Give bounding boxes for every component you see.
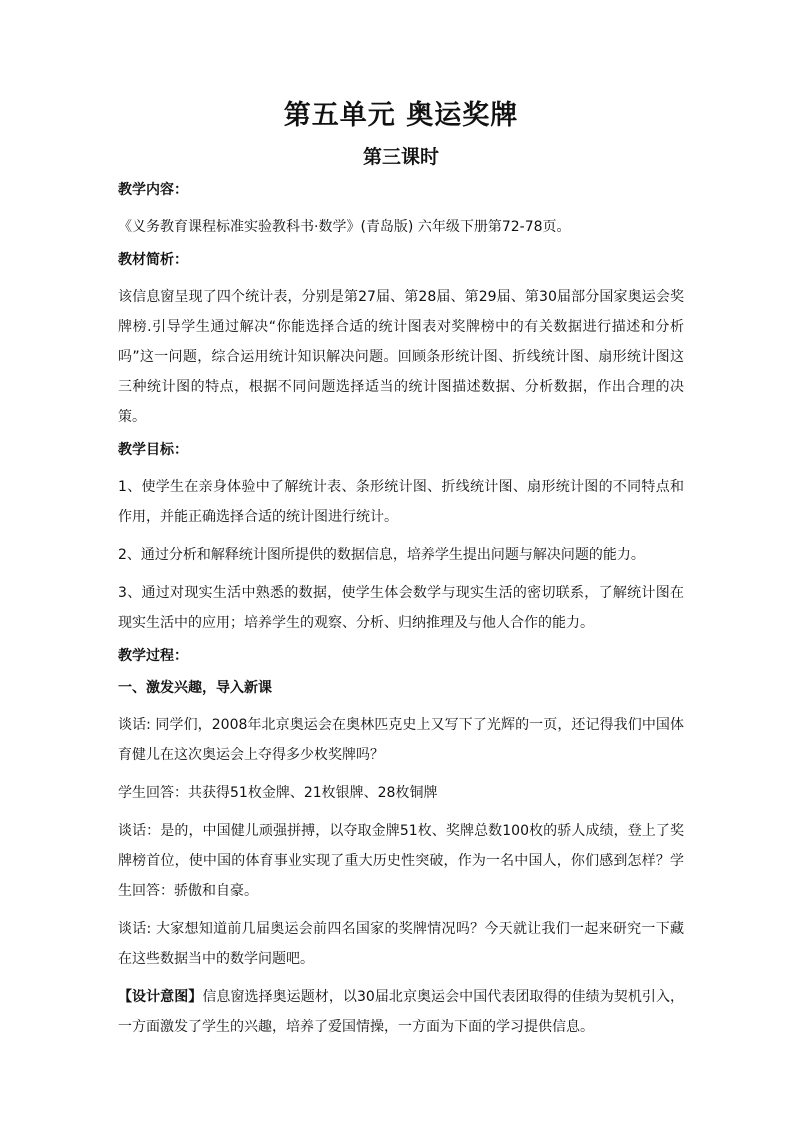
teaching-goals-heading: 教学目标：: [118, 442, 188, 458]
design-intent-label: 【设计意图】: [118, 989, 203, 1005]
design-intent-text: 信息窗选择奥运题材，以30届北京奥运会中国代表团取得的佳绩为契机引入，一方面激发了学生的兴趣，培养了爱国情操，一方面为下面的学习提供信息。: [118, 989, 685, 1035]
document-body: [118, 96, 684, 1042]
material-analysis-text: 该信息窗呈现了四个统计表，分别是第27届、第28届、第29届、第30届部分国家奥运会奖牌榜.引导学生通过解决“你能选择合适的统计图表对奖牌榜中的有关数据进行描述和分析吗”这一问题，综合运用统计知识解决问题。回顾条形统计图、折线统计图、扇形统计图这三种统计图的特点，根据不同问题选择适当的统计图描述数据、分析数据，作出合理的决策。: [118, 289, 684, 425]
teaching-goal-item: 3、通过对现实生活中熟悉的数据，使学生体会数学与现实生活的密切联系，了解统计图在现实生活中的应用；培养学生的观察、分析、归纳推理及与他人合作的能力。: [118, 585, 684, 631]
teaching-process-heading: 教学过程：: [118, 648, 188, 664]
teaching-goal-item: 1、使学生在亲身体验中了解统计表、条形统计图、折线统计图、扇形统计图的不同特点和作用，并能正确选择合适的统计图进行统计。: [118, 479, 684, 525]
student-answer: 学生回答：共获得51枚金牌、21枚银牌、28枚铜牌: [118, 785, 438, 801]
step-one-heading: 一、激发兴趣，导入新课: [118, 680, 272, 696]
document-subtitle: 第三课时: [362, 146, 439, 168]
dialog-paragraph: 谈话：是的，中国健儿顽强拼搏，以夺取金牌51枚、奖牌总数100枚的骄人成绩，登上了奖牌榜首位，使中国的体育事业实现了重大历史性突破，作为一名中国人，你们感到怎样？学生回答：骄傲和自豪。: [118, 823, 684, 899]
dialog-paragraph: 谈话: 大家想知道前几届奥运会前四名国家的奖牌情况吗？今天就让我们一起来研究一下藏在这些数据当中的数学问题吧。: [118, 921, 684, 967]
teaching-content-heading: 教学内容：: [118, 182, 188, 198]
dialog-paragraph: 谈话: 同学们，2008年北京奥运会在奥林匹克史上又写下了光辉的一页，还记得我们中国体育健儿在这次奥运会上夺得多少枚奖牌吗？: [118, 717, 684, 763]
material-analysis-heading: 教材简析：: [118, 252, 188, 268]
document-title: 第五单元 奥运奖牌: [283, 100, 519, 131]
teaching-content-text: 《义务教育课程标准实验教科书·数学》(青岛版) 六年级下册第72-78页。: [118, 219, 571, 235]
teaching-goal-item: 2、通过分析和解释统计图所提供的数据信息，培养学生提出问题与解决问题的能力。: [118, 547, 645, 563]
design-intent-paragraph: [118, 982, 684, 1042]
